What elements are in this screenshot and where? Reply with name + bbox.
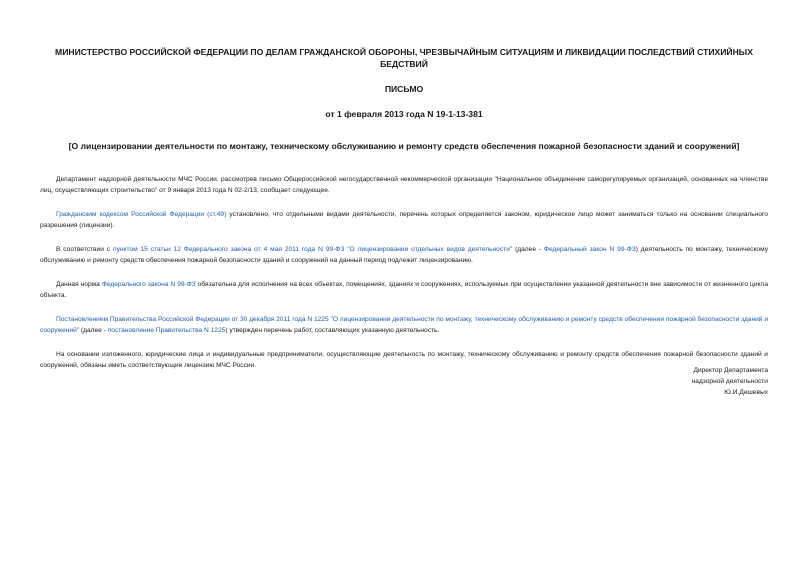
signature-position-line-1: Директор Департамента bbox=[693, 367, 768, 374]
paragraph-3-text-3: ) деятельность по монтажу, техническому обслуживанию и ремонту средств обеспечения пожарной безопасности зданий и сооружений на данный период подлежит лицензированию. bbox=[40, 246, 769, 264]
civil-code-link[interactable]: Гражданским кодексом Российской Федерации (ст.49) bbox=[56, 211, 227, 218]
paragraph-3-text-1: В соответствии с bbox=[56, 246, 113, 253]
federal-law-99-link[interactable]: Федеральный закон N 99-ФЗ bbox=[544, 246, 636, 253]
federal-law-99-article-link[interactable]: пунктом 15 статьи 12 Федерального закона от 4 мая 2011 года N 99-ФЗ "О лицензировании отдельных видов деятельности" bbox=[113, 246, 513, 253]
paragraph-5-text-2: ) утвержден перечень работ, составляющих указанную деятельность. bbox=[225, 326, 440, 334]
government-resolution-1225-short-link[interactable]: постановление Правительства N 1225 bbox=[107, 326, 226, 334]
document-page bbox=[40, 40, 769, 396]
document-type-heading: ПИСЬМО bbox=[384, 84, 424, 94]
paragraph-2-text: установлено, что отдельными видами деятельности, перечень которых определяется законом, юридическое лицо может заниматься только на основании специального разрешения (лицензии). bbox=[40, 211, 768, 229]
paragraph-5 bbox=[40, 315, 768, 336]
paragraph-4 bbox=[40, 280, 768, 301]
federal-law-99-link-2[interactable]: Федерального закона N 99-ФЗ bbox=[101, 281, 196, 288]
organization-heading: МИНИСТЕРСТВО РОССИЙСКОЙ ФЕДЕРАЦИИ ПО ДЕЛАМ ГРАЖДАНСКОЙ ОБОРОНЫ, ЧРЕЗВЫЧАЙНЫМ СИТУАЦИЯМ И ЛИКВИДАЦИИ ПОСЛЕДСТВИЙ СТИХИЙНЫХ БЕДСТВИЙ bbox=[55, 47, 753, 69]
paragraph-3-text-2: (далее - bbox=[512, 246, 544, 253]
paragraph-6 bbox=[40, 350, 768, 371]
signature-name: Ю.И.Дешевых bbox=[724, 389, 768, 396]
document-title: [О лицензировании деятельности по монтажу, техническому обслуживанию и ремонту средств обеспечения пожарной безопасности зданий и сооружений] bbox=[68, 141, 740, 151]
paragraph-1-text: Департамент надзорной деятельности МЧС России, рассмотрев письмо Общероссийской негосударственной некоммерческой организации "Национальное объединение саморегулируемых организаций, основанных на членстве лиц, осуществляющих строительство" от 9 января 2013 года N 02-2/13, сообщает следующее. bbox=[40, 176, 768, 194]
paragraph-6-text: На основании изложенного, юридические лица и индивидуальные предприниматели, осуществляющие деятельность по монтажу, техническому обслуживанию и ремонту средств обеспечения пожарной безопасности зданий и сооружений, обязаны иметь соответствующие лицензию МЧС России. bbox=[40, 351, 768, 369]
document-date-number: от 1 февраля 2013 года N 19-1-13-381 bbox=[325, 109, 483, 119]
government-resolution-1225-link[interactable]: Постановлением Правительства Российской Федерации от 30 декабря 2011 года N 1225 "О лицензировании деятельности по монтажу, техническому обслуживанию и ремонту средств обеспечения пожарной безопасности зданий и сооружений" bbox=[40, 316, 768, 334]
document-body bbox=[40, 175, 768, 371]
paragraph-3 bbox=[40, 245, 768, 266]
signature-position-line-2: надзорной деятельности bbox=[691, 378, 768, 385]
paragraph-5-text-1: (далее - bbox=[79, 326, 108, 334]
paragraph-2 bbox=[40, 210, 768, 231]
paragraph-4-text-1: Данная норма bbox=[56, 281, 102, 288]
paragraph-4-text-2: обязательна для исполнения на всех объектах, помещениях, зданиях и сооружениях, используемых при осуществлении указанной деятельности вне зависимости от жизненного цикла объекта. bbox=[40, 281, 768, 299]
paragraph-1 bbox=[40, 175, 768, 196]
signature-block bbox=[692, 365, 768, 398]
